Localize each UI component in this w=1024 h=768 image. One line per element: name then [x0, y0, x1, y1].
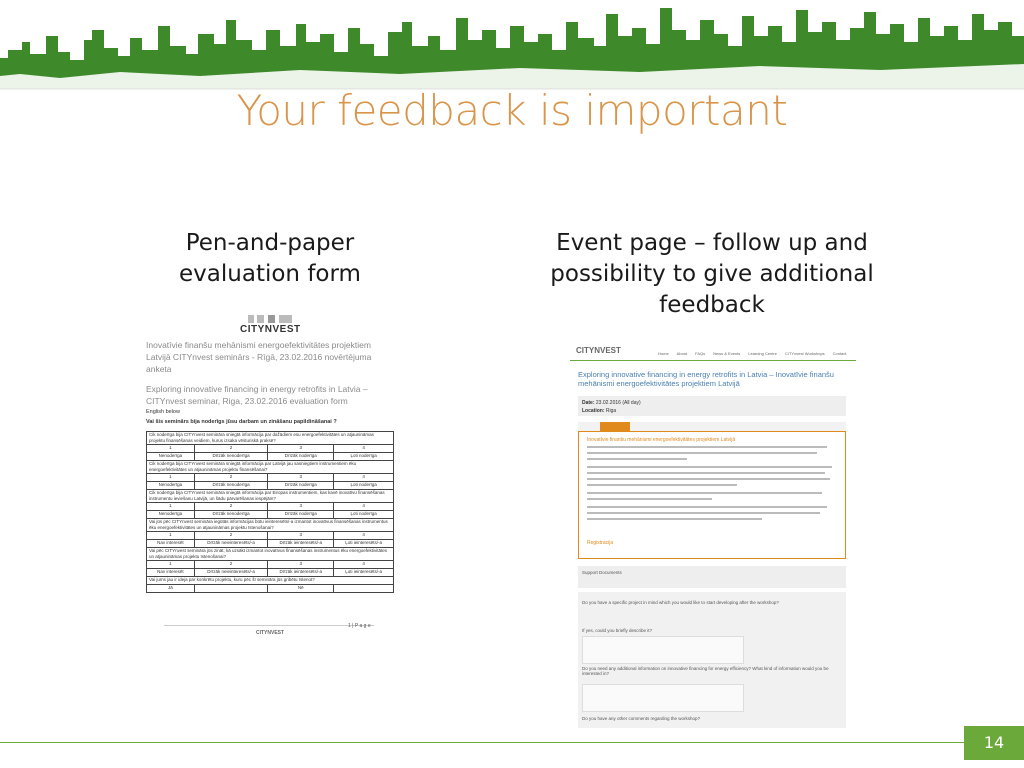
- slide-title: Your feedback is important: [236, 86, 788, 135]
- form-table-row: [147, 561, 394, 569]
- form-table-cell: 1: [147, 561, 195, 569]
- form-table-cell: 3: [268, 445, 334, 453]
- form-table-cell: 2: [194, 532, 268, 540]
- form-table-row: [147, 585, 394, 593]
- form-table-cell: 2: [194, 474, 268, 482]
- question-4: Do you have any other comments regarding the workshop?: [582, 716, 701, 721]
- form-table-row: [147, 511, 394, 519]
- form-table-cell: Drīzāk nenoderīga: [194, 511, 268, 519]
- form-table-row: [147, 445, 394, 453]
- form-table-question: Cik noderīga bija CITYnvest semināra sniegtā informācija par dažādiem esu energoefektivitātes un atjaunināmas projektu finansēšanas veidiem, kurus izsaka vēsturiskā praksē?: [147, 432, 394, 445]
- right-column-heading: Event page – follow up and possibility to give additional feedback: [550, 230, 874, 318]
- form-table-cell: Nē: [268, 585, 334, 593]
- event-page-logo: CITYNVEST: [576, 346, 621, 355]
- form-table-row: [147, 540, 394, 548]
- form-table-question: Vai pēc CITYnvest semināra jūs zināt, kā uzsākt izmantot inovatīvus finansēšanas instrumentus ēku energoefektivitātes un atjaunināmas projektu īstenošanai?: [147, 548, 394, 561]
- form-table-row: [147, 453, 394, 461]
- form-table-cell: 3: [268, 532, 334, 540]
- slide-number: 14: [964, 726, 1024, 760]
- form-table-cell: Drīzāk nenoderīga: [194, 482, 268, 490]
- question-2: If yes, could you briefly describe it?: [582, 628, 653, 633]
- form-table-row: [147, 503, 394, 511]
- form-table-cell: Ļoti ieinteresēts/-a: [334, 540, 394, 548]
- form-table-row: [147, 519, 394, 532]
- form-table-cell: Drīzāk ieinteresēts/-a: [268, 569, 334, 577]
- event-nav-item[interactable]: FAQs: [695, 351, 706, 356]
- event-nav-item[interactable]: Home: [658, 351, 669, 356]
- form-table-question: Vai jums jau ir ideja par konkrētu projektu, kuru pēc šī semināra jūs gribētu īstenot?: [147, 577, 394, 585]
- form-table-cell: Drīzāk neieinteresēts/-a: [194, 540, 268, 548]
- form-table-cell: Drīzāk neieinteresēts/-a: [194, 569, 268, 577]
- form-table-question: Cik noderīga bija CITYnvest semināra sniegtā informācija par Eiropas instrumentiem, kas kavē inovatīvu finansēšanas instrumentu ieviešanu Latvijā, un šādu pārvarēšanas iespējām?: [147, 490, 394, 503]
- form-table-cell: [194, 585, 268, 593]
- form-table-cell: Drīzāk nenoderīga: [194, 453, 268, 461]
- question-1: Do you have a specific project in mind which you would like to start developing after the workshop?: [582, 600, 779, 605]
- event-nav-item[interactable]: CITYnvest Workshops: [784, 351, 825, 356]
- event-nav-item[interactable]: News & Events: [713, 351, 741, 356]
- answer-3-textarea[interactable]: [582, 684, 744, 712]
- form-table-cell: 1: [147, 532, 195, 540]
- skyline-banner: [0, 0, 1024, 90]
- form-table-cell: 1: [147, 503, 195, 511]
- form-table-cell: 4: [334, 561, 394, 569]
- form-table-cell: 3: [268, 503, 334, 511]
- form-table-cell: [334, 585, 394, 593]
- question-3: Do you need any additional information on innovative financing for energy efficiency? What kind of information would you be interested in?: [582, 666, 829, 676]
- form-table-row: [147, 461, 394, 474]
- form-table-cell: Ļoti noderīga: [334, 511, 394, 519]
- form-logo: CITYNVEST: [240, 315, 300, 335]
- form-table-cell: Drīzāk noderīga: [268, 482, 334, 490]
- form-table-row: [147, 548, 394, 561]
- form-table-cell: Ļoti noderīga: [334, 453, 394, 461]
- form-table-cell: 4: [334, 474, 394, 482]
- form-table-cell: Nenoderīga: [147, 453, 195, 461]
- form-table-cell: Nenoderīga: [147, 482, 195, 490]
- form-table-cell: 1: [147, 445, 195, 453]
- event-info: Date: 23.02.2016 (All day) Location: Riga: [578, 396, 846, 416]
- form-table-cell: Nav interesēt: [147, 540, 195, 548]
- left-column-heading: Pen-and-paper evaluation form: [179, 230, 361, 287]
- form-footer-logo: CITYNVEST: [256, 630, 285, 636]
- event-page-nav: [658, 351, 846, 356]
- event-description-box: [578, 431, 846, 559]
- form-table-cell: Jā: [147, 585, 195, 593]
- event-nav-item[interactable]: Contact: [832, 351, 847, 356]
- form-table-row: [147, 577, 394, 585]
- form-table-cell: 2: [194, 561, 268, 569]
- form-table-row: [147, 482, 394, 490]
- form-table-row: [147, 532, 394, 540]
- form-table-cell: 2: [194, 503, 268, 511]
- form-table-cell: Ļoti noderīga: [334, 482, 394, 490]
- form-page-label: 1 | P a g e: [348, 623, 371, 629]
- answer-2-textarea[interactable]: [582, 636, 744, 664]
- event-page-nav-line: [570, 360, 856, 361]
- support-documents: Support Documents: [578, 566, 846, 588]
- form-table-row: [147, 490, 394, 503]
- form-table-cell: Nav interesēt: [147, 569, 195, 577]
- form-table-row: [147, 569, 394, 577]
- event-title: Exploring innovative financing in energy retrofits in Latvia – Inovatīvie finanšu mehānismi energoefektivitātes projektiem Latvijā: [578, 370, 834, 388]
- form-table-cell: Drīzāk noderīga: [268, 511, 334, 519]
- form-table-cell: Ļoti ieinteresēts/-a: [334, 569, 394, 577]
- form-title-lv: Inovatīvie finanšu mehānismi energoefektivitātes projektiem Latvijā CITYnvest seminārs - Rīgā, 23.02.2016 novērtējuma anketa: [146, 340, 372, 374]
- form-table-cell: 2: [194, 445, 268, 453]
- form-table-row: [147, 474, 394, 482]
- event-description-text: [587, 446, 837, 524]
- form-table: [146, 431, 394, 593]
- form-table-cell: Nenoderīga: [147, 511, 195, 519]
- event-nav-item[interactable]: About: [676, 351, 688, 356]
- evaluation-form-image: [140, 305, 400, 645]
- event-page-screenshot: [570, 338, 856, 728]
- form-question-intro: Vai šis seminārs bija noderīgs jūsu darbam un zināšanu papildināšanai ?: [146, 419, 337, 425]
- event-tab-active: [600, 422, 630, 431]
- form-table-row: [147, 432, 394, 445]
- form-english-below: English below: [146, 409, 180, 415]
- register-link[interactable]: Registracija: [587, 540, 614, 546]
- form-table-question: Cik noderīga bija CITYnvest semināra sniegtā informācija par Latvijā jau sasniegtiem instrumentiem ēku energoefektivitātes un atjaunināmas projektu finansēšanai?: [147, 461, 394, 474]
- form-footer-line: [164, 625, 374, 626]
- form-table-cell: 3: [268, 561, 334, 569]
- form-table-cell: Drīzāk noderīga: [268, 453, 334, 461]
- event-nav-item[interactable]: Learning Centre: [748, 351, 777, 356]
- form-table-cell: 3: [268, 474, 334, 482]
- form-table-cell: 1: [147, 474, 195, 482]
- bottom-rule: [0, 742, 1024, 743]
- form-table-cell: 4: [334, 503, 394, 511]
- form-table-cell: 4: [334, 532, 394, 540]
- event-box-heading: Inovatīvie finanšu mehānismi energoefektivitātes projektiem Latvijā: [587, 437, 736, 443]
- form-table-cell: Drīzāk ieinteresēts/-a: [268, 540, 334, 548]
- form-table-cell: 4: [334, 445, 394, 453]
- form-table-question: Vai jūs pēc CITYnvest semināra iegūtās informācijas būtu ieinteresēts/-a izmantot inovatīvus finansēšanas instrumentus ēku energoefektivitātes un atjaunināmas projektu īstenošanai?: [147, 519, 394, 532]
- form-title-en: Exploring innovative financing in energy retrofits in Latvia – CITYnvest seminar, Riga, 23.02.2016 evaluation form: [146, 384, 368, 406]
